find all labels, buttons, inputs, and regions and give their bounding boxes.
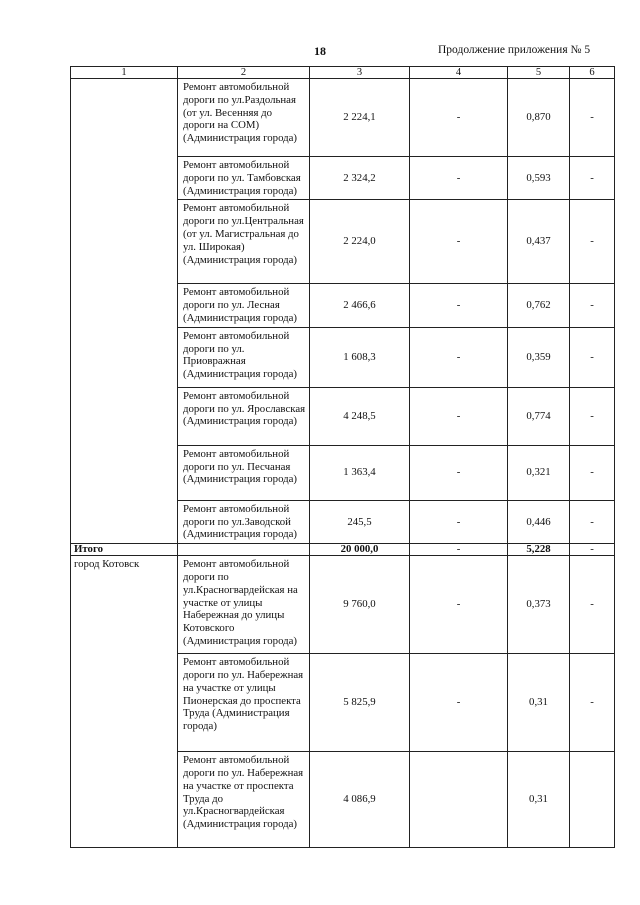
total-cost: 20 000,0 [310, 544, 410, 556]
length-value: 0,359 [508, 327, 570, 387]
length-value: 0,321 [508, 445, 570, 500]
table-row [71, 79, 615, 157]
cost-value: 4 086,9 [310, 752, 410, 848]
length-value: 0,762 [508, 284, 570, 327]
cost-value: 2 224,1 [310, 79, 410, 157]
cost-value: 2 224,0 [310, 200, 410, 284]
total-col4: - [410, 544, 508, 556]
project-name: Ремонт автомобильной дороги по ул.Заводской (Администрация города) [178, 500, 310, 543]
col4-value: - [410, 157, 508, 200]
continuation-note: Продолжение приложения № 5 [438, 44, 591, 56]
col6-value: - [570, 445, 615, 500]
col4-value: - [410, 445, 508, 500]
length-value: 0,593 [508, 157, 570, 200]
appendix-table [70, 66, 615, 848]
length-value: 0,870 [508, 79, 570, 157]
column-header: 1 [71, 67, 178, 79]
cost-value: 245,5 [310, 500, 410, 543]
length-value: 0,774 [508, 387, 570, 445]
column-header: 2 [178, 67, 310, 79]
project-name: Ремонт автомобильной дороги по ул.Центральная (от ул. Магистральная до ул. Широкая) (Администрация города) [178, 200, 310, 284]
col6-value: - [570, 387, 615, 445]
project-name: Ремонт автомобильной дороги по ул. Песчаная (Администрация города) [178, 445, 310, 500]
total-col6: - [570, 544, 615, 556]
length-value: 0,31 [508, 752, 570, 848]
cost-value: 1 608,3 [310, 327, 410, 387]
length-value: 0,373 [508, 556, 570, 654]
page-number: 18 [314, 44, 326, 58]
col6-value: - [570, 200, 615, 284]
cost-value: 4 248,5 [310, 387, 410, 445]
project-name: Ремонт автомобильной дороги по ул. Набережная на участке от улицы Пионерская до проспекта Труда (Администрация города) [178, 654, 310, 752]
total-row [71, 544, 615, 556]
cost-value: 2 324,2 [310, 157, 410, 200]
col4-value [410, 752, 508, 848]
col4-value: - [410, 284, 508, 327]
column-header: 3 [310, 67, 410, 79]
col4-value: - [410, 654, 508, 752]
project-name: Ремонт автомобильной дороги по ул. Тамбовская (Администрация города) [178, 157, 310, 200]
project-name: Ремонт автомобильной дороги по ул. Набережная на участке от проспекта Труда до ул.Красногвардейская (Администрация города) [178, 752, 310, 848]
cost-value: 9 760,0 [310, 556, 410, 654]
length-value: 0,31 [508, 654, 570, 752]
column-header: 5 [508, 67, 570, 79]
col4-value: - [410, 500, 508, 543]
cost-value: 1 363,4 [310, 445, 410, 500]
district-cell: город Котовск [71, 556, 178, 848]
project-name: Ремонт автомобильной дороги по ул. Приовражная (Администрация города) [178, 327, 310, 387]
col4-value: - [410, 327, 508, 387]
col4-value: - [410, 79, 508, 157]
project-name: Ремонт автомобильной дороги по ул.Раздольная (от ул. Весенняя до дороги на СОМ) (Администрация города) [178, 79, 310, 157]
col4-value: - [410, 387, 508, 445]
col6-value: - [570, 654, 615, 752]
column-header: 6 [570, 67, 615, 79]
table-row [71, 556, 615, 654]
project-name: Ремонт автомобильной дороги по ул.Красногвардейская на участке от улицы Набережная до улицы Котовского (Администрация города) [178, 556, 310, 654]
col6-value: - [570, 79, 615, 157]
column-header: 4 [410, 67, 508, 79]
col4-value: - [410, 200, 508, 284]
col6-value: - [570, 157, 615, 200]
col6-value: - [570, 284, 615, 327]
col4-value: - [410, 556, 508, 654]
cost-value: 2 466,6 [310, 284, 410, 327]
col6-value: - [570, 556, 615, 654]
column-numbers-row [71, 67, 615, 79]
total-label: Итого [71, 544, 178, 556]
district-cell [71, 79, 178, 544]
project-name: Ремонт автомобильной дороги по ул. Лесная (Администрация города) [178, 284, 310, 327]
total-empty [178, 544, 310, 556]
col6-value: - [570, 500, 615, 543]
total-length: 5,228 [508, 544, 570, 556]
col6-value: - [570, 327, 615, 387]
length-value: 0,446 [508, 500, 570, 543]
length-value: 0,437 [508, 200, 570, 284]
project-name: Ремонт автомобильной дороги по ул. Ярославская (Администрация города) [178, 387, 310, 445]
col6-value [570, 752, 615, 848]
cost-value: 5 825,9 [310, 654, 410, 752]
